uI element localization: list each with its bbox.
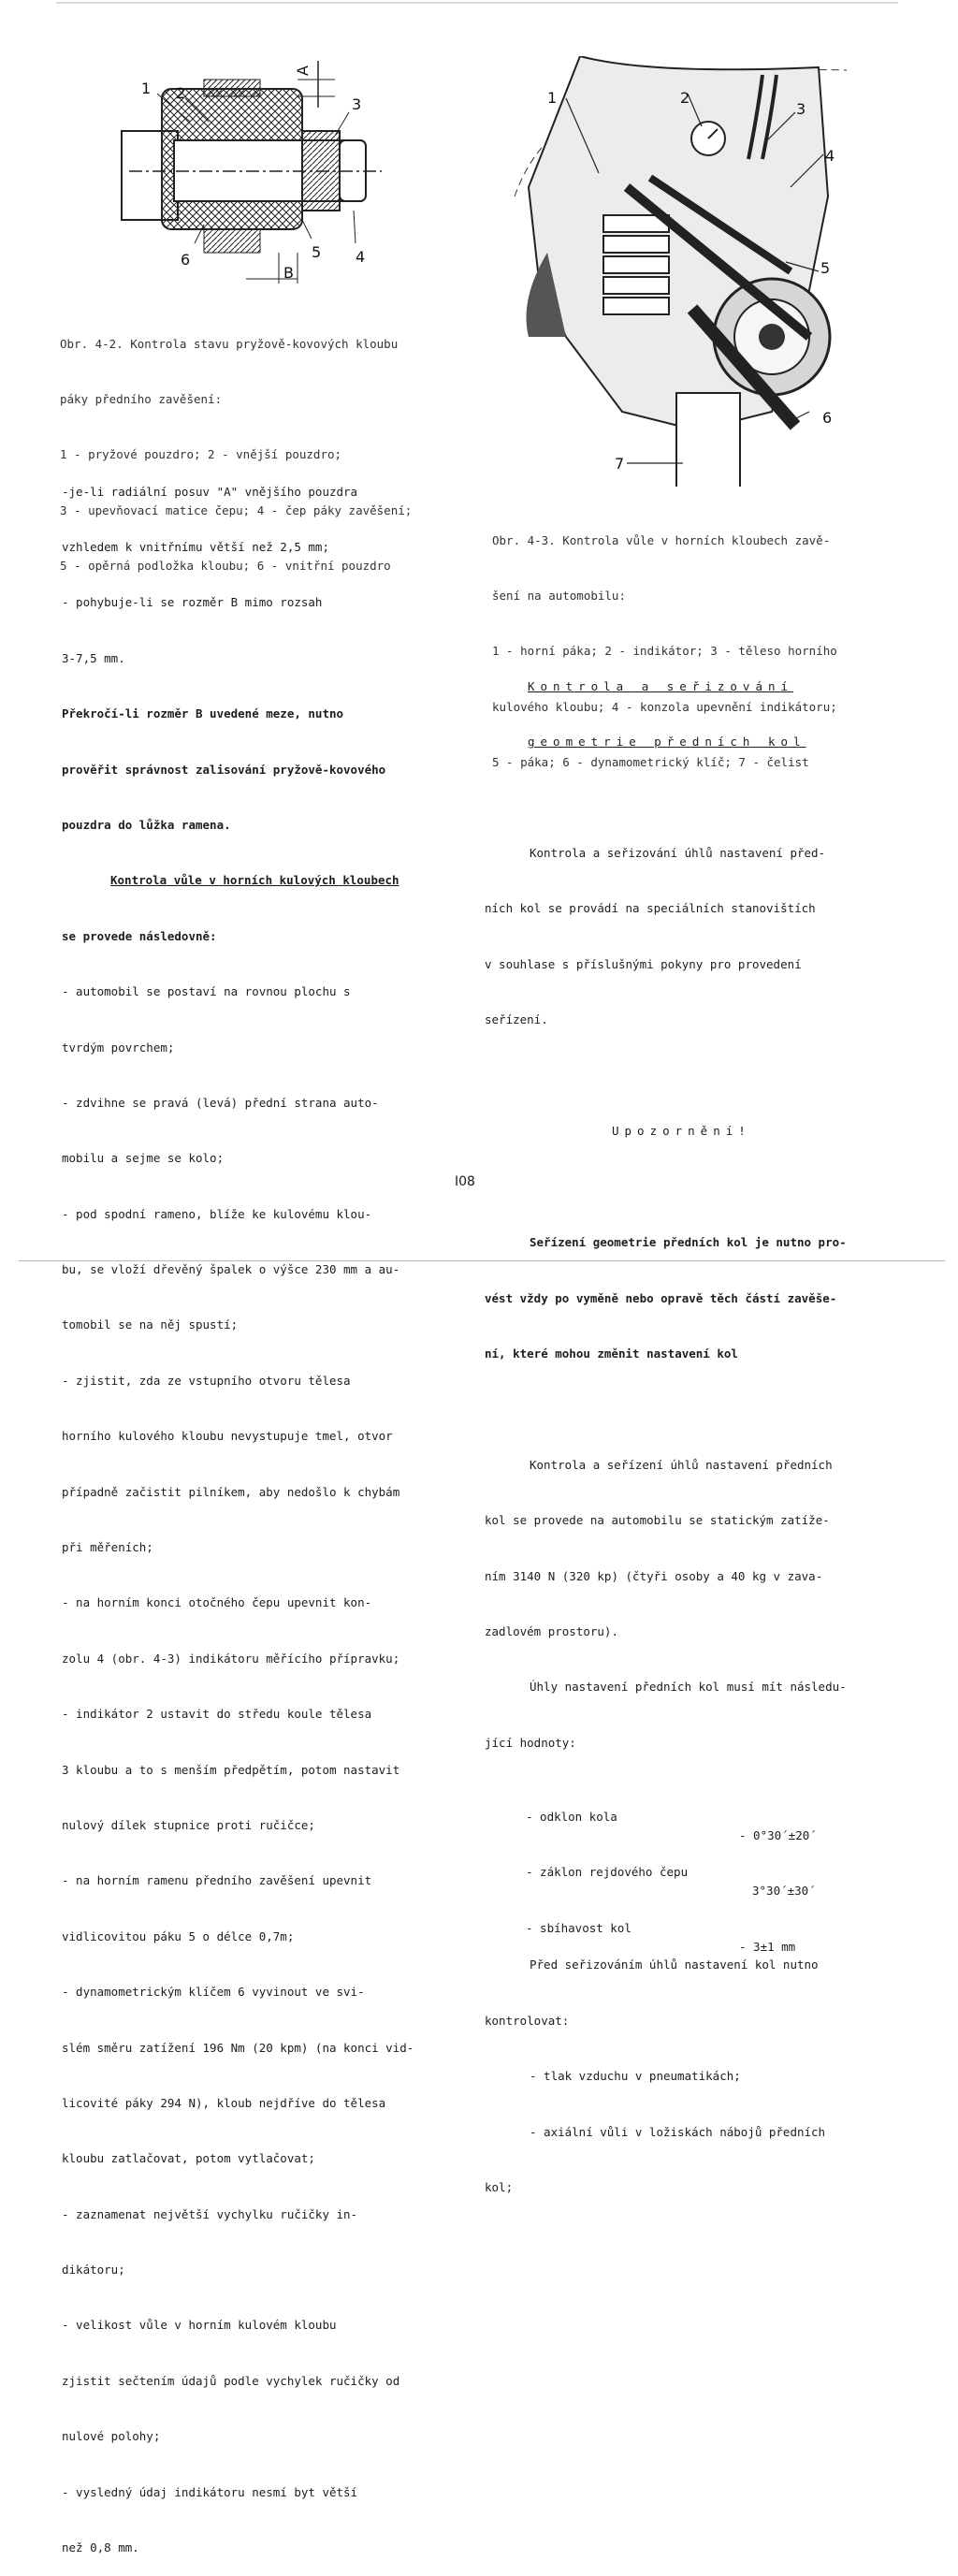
figure-4-3-ball-joint-check [510,56,856,487]
body-line: horního kulového kloubu nevystupuje tmel, otvor [62,1429,393,1444]
body-line: Kontrola a seřízení úhlů nastavení předních [530,1457,833,1472]
body-line: - na horním ramenu předního zavěšení upevnit [62,1873,372,1888]
fig1-callout-5: 5 [312,243,322,261]
section-heading-ball-joints: Kontrola vůle v horních kulových kloubech [110,873,399,888]
body-line: prověřit správnost zalisování pryžově-kovového [62,762,386,777]
body-line: ních kol se provádí na speciálních stanovištích [485,901,816,916]
fig2-callout-4: 4 [825,147,835,165]
body-line: v souhlase s příslušnými pokyny pro provedení [485,956,802,971]
value-number: - 0°30´±20´ [739,1827,817,1842]
fig2-callout-5: 5 [820,259,831,277]
body-line: - velikost vůle v horním kulovém kloubu [62,2318,337,2333]
body-line: - pohybuje-li se rozměr B mimo rozsah [62,595,323,610]
body-line: jící hodnoty: [485,1735,576,1750]
body-line: zjistit sečtením údajů podle vychylek ručičky od [62,2373,400,2388]
body-line: tomobil se na něj spustí; [62,1317,239,1332]
fig1-dimension-a: A [294,65,312,76]
fig1-callout-4: 4 [356,248,366,266]
caption-line: 1 - pryžové pouzdro; 2 - vnější pouzdro; [60,447,342,462]
body-line: - na horním konci otočného čepu upevnit kon- [62,1595,372,1610]
value-label: - odklon kola [526,1810,617,1825]
fig1-dimension-b: B [283,264,294,282]
body-line: nulové polohy; [62,2429,161,2444]
body-line: - dynamometrickým klíčem 6 vyvinout ve svi- [62,1985,365,2000]
body-line: mobilu a sejme se kolo; [62,1151,225,1166]
body-line: při měřeních; [62,1540,153,1555]
value-label: - záklon rejdového čepu [526,1865,689,1880]
body-line: - zjistit, zda ze vstupního otvoru tělesa [62,1373,351,1388]
body-line: kol; [485,2179,514,2194]
body-line: - tlak vzduchu v pneumatikách; [530,2069,741,2084]
body-line: 3 kloubu a to s menším předpětím, potom nastavit [62,1762,400,1777]
caption-line: Obr. 4-3. Kontrola vůle v horních kloubech zavě- [492,532,831,547]
caption-line: 5 - opěrná podložka kloubu; 6 - vnitřní pouzdro [60,559,391,574]
body-line: slém směru zatížení 196 Nm (20 kpm) (na konci vid- [62,2040,414,2055]
fig1-callout-2: 2 [176,84,186,102]
body-line: - indikátor 2 ustavit do středu koule tělesa [62,1707,372,1722]
caption-line: 1 - horní páka; 2 - indikátor; 3 - těleso horního [492,644,837,659]
body-line: - axiální vůli v ložiskách nábojů předních [530,2124,826,2139]
fig2-callout-2: 2 [680,89,690,107]
body-line: 3-7,5 mm. [62,650,125,665]
caption-line: 5 - páka; 6 - dynamometrický klíč; 7 - čelist [492,755,809,770]
caption-line: Obr. 4-2. Kontrola stavu pryžově-kovových kloubu [60,336,399,351]
body-line: Kontrola a seřizování úhlů nastavení před- [530,845,826,860]
body-line: seřízení. [485,1012,548,1027]
body-line: -je-li radiální posuv "A" vnějšího pouzdra [62,484,358,499]
body-line: kontrolovat: [485,2013,570,2028]
page-number: I08 [455,1174,475,1189]
body-line: vést vždy po vyměně nebo opravě těch částí zavěše- [485,1290,837,1305]
body-line: - pod spodní rameno, blíže ke kulovému klou- [62,1206,372,1221]
right-column [485,640,847,2216]
body-line: Před seřizováním úhlů nastavení kol nutno [530,1957,819,1972]
value-row-camber [485,1789,847,1842]
fig1-callout-1: 1 [141,80,152,97]
left-column [62,445,414,2576]
value-row-caster [485,1845,847,1899]
body-line: zadlovém prostoru). [485,1624,618,1639]
body-line: Úhly nastavení předních kol musí mít následu- [530,1680,847,1695]
body-line: Překročí-li rozměr B uvedené meze, nutno [62,706,344,721]
fig1-callout-6: 6 [181,251,191,269]
body-line: pouzdra do lůžka ramena. [62,817,231,832]
value-number: - 3±1 mm [739,1939,796,1954]
caption-line: kulového kloubu; 4 - konzola upevnění indikátoru; [492,699,837,714]
fig1-callout-3: 3 [352,95,362,113]
fig2-callout-1: 1 [547,89,558,107]
body-line: vzhledem k vnitřnímu větší než 2,5 mm; [62,539,329,554]
body-line: ní, které mohou změnit nastavení kol [485,1346,738,1361]
body-line: - zaznamenat největší vychylku ručičky in- [62,2206,358,2221]
caption-line: šení na automobilu: [492,588,626,603]
fig2-callout-3: 3 [796,100,806,118]
body-line: kol se provede na automobilu se statickým zatíže- [485,1513,830,1528]
bottom-rule [19,1260,945,1261]
value-label: - sbíhavost kol [526,1920,631,1935]
body-line: vidlicovitou páku 5 o délce 0,7m; [62,1928,295,1943]
page-edge [56,2,898,4]
section-heading-wheel-geometry-2: geometrie předních kol [528,734,806,749]
body-line: se provede následovně: [62,928,217,943]
body-line: nulový dílek stupnice proti ručičce; [62,1817,315,1832]
body-line: - zdvihne se pravá (levá) přední strana auto- [62,1095,379,1110]
body-line: případně začistit pilníkem, aby nedošlo k chybám [62,1484,400,1499]
body-line: bu, se vloží dřevěný špalek o výšce 230 mm a au- [62,1262,400,1277]
section-heading-wheel-geometry-1: Kontrola a seřizování [528,678,794,693]
body-line: než 0,8 mm. [62,2540,139,2555]
fig2-callout-7: 7 [615,455,625,473]
body-line: - vysledný údaj indikátoru nesmí byt větší [62,2484,358,2499]
body-line: - automobil se postaví na rovnou plochu s [62,984,351,999]
figure-4-2-bushing-section [110,51,391,290]
value-row-toe [485,1900,847,1954]
warning-heading: Upozornění! [612,1124,751,1139]
body-line: tvrdým povrchem; [62,1040,175,1055]
value-number: 3°30´±30´ [752,1884,816,1899]
fig2-callout-6: 6 [822,409,833,427]
caption-line: 3 - upevňovací matice čepu; 4 - čep páky zavěšení; [60,502,413,517]
body-line: zolu 4 (obr. 4-3) indikátoru měřícího přípravku; [62,1651,400,1666]
body-line: licovité páky 294 N), kloub nejdříve do tělesa [62,2095,386,2110]
caption-line: páky předního zavěšení: [60,391,223,406]
body-line: dikátoru; [62,2263,125,2278]
body-line: kloubu zatlačovat, potom vytlačovat; [62,2151,315,2166]
body-line: Seřízení geometrie předních kol je nutno pro- [530,1235,847,1250]
body-line: ním 3140 N (320 kp) (čtyři osoby a 40 kg v zava- [485,1568,823,1583]
